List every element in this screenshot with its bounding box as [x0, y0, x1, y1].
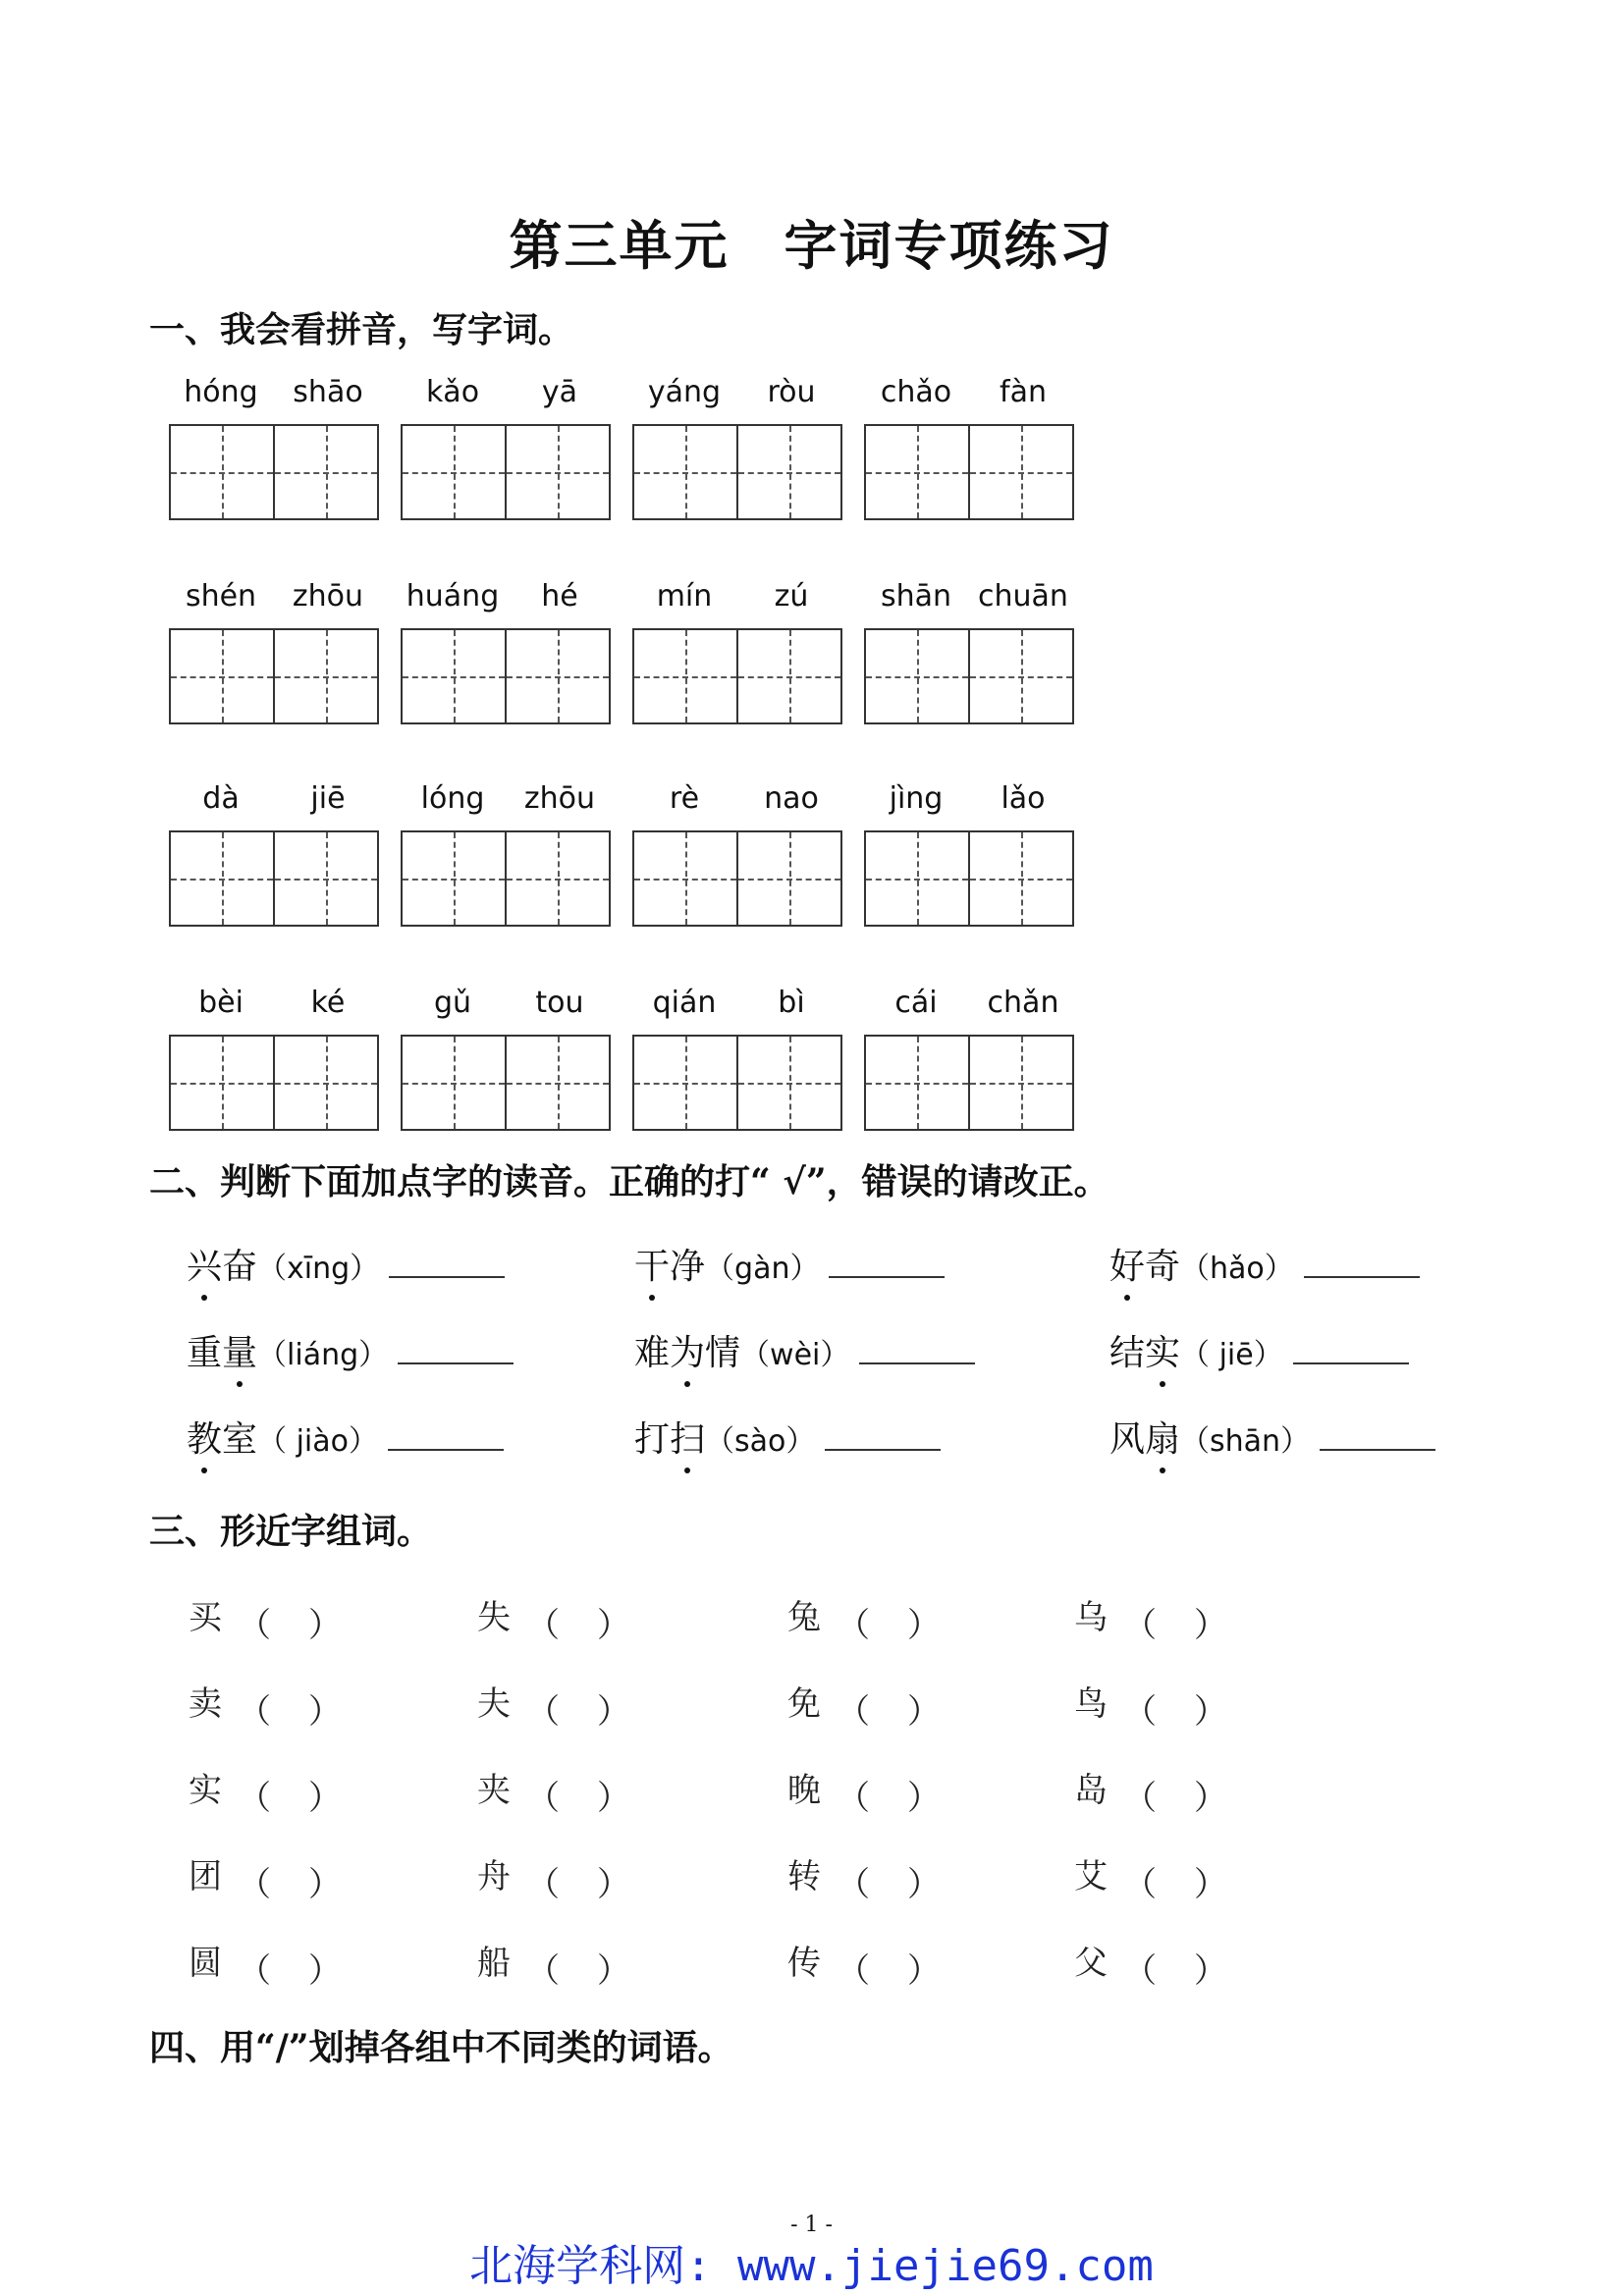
base-character: 艾 [1074, 1857, 1108, 1896]
dotted-character: 为 [670, 1325, 705, 1375]
tianzige-writing-box[interactable] [632, 1035, 842, 1131]
base-character: 夫 [477, 1684, 511, 1724]
cell-guide-horizontal [634, 879, 736, 881]
paren-open: （ [1123, 1951, 1157, 1991]
paren-open: （ [238, 1606, 271, 1645]
answer-parentheses[interactable] [222, 1598, 342, 1645]
answer-parentheses[interactable] [1108, 1857, 1227, 1904]
tianzige-cell[interactable] [866, 630, 970, 722]
cell-guide-horizontal [634, 676, 736, 678]
paren-close: ） [1194, 1951, 1227, 1991]
paren-close: ） [308, 1692, 342, 1732]
cell-guide-horizontal [970, 1083, 1072, 1085]
answer-blank[interactable] [398, 1355, 514, 1364]
paren-open: （ [837, 1606, 870, 1645]
answer-parentheses[interactable] [821, 1857, 941, 1904]
base-character: 舟 [477, 1857, 511, 1896]
cell-guide-horizontal [970, 676, 1072, 678]
word-group-item [477, 1590, 630, 1645]
pinyin-label: yā [541, 375, 578, 409]
pronunciation-item [1109, 1325, 1409, 1375]
paren-close: ） [597, 1606, 630, 1645]
cell-guide-horizontal [275, 1083, 377, 1085]
pinyin-label: ké [310, 986, 346, 1020]
tianzige-cell[interactable] [866, 832, 970, 925]
tianzige-cell[interactable] [275, 630, 377, 722]
word-part: 风 [1109, 1419, 1146, 1460]
base-character: 传 [787, 1944, 821, 1983]
tianzige-writing-box[interactable] [169, 1035, 379, 1131]
cell-guide-horizontal [275, 472, 377, 474]
section-heading-2: 二、判断下面加点字的读音。正确的打“ √”，错误的请改正。 [149, 1161, 1109, 1202]
dotted-character: 扫 [670, 1412, 705, 1462]
paren-close: ） [597, 1865, 630, 1904]
paren-close: ） [308, 1779, 342, 1818]
dotted-character: 量 [222, 1325, 257, 1375]
tianzige-cell[interactable] [507, 832, 609, 925]
word-part: 奋 [222, 1247, 258, 1287]
word-group-item [477, 1849, 630, 1904]
word-group-item [787, 1590, 941, 1645]
tianzige-writing-box[interactable] [169, 830, 379, 927]
base-character: 鸟 [1074, 1684, 1108, 1724]
paren-open: （ [1123, 1779, 1157, 1818]
word-part: 奇 [1145, 1247, 1181, 1287]
base-character: 岛 [1074, 1771, 1108, 1810]
paren-close: ） [308, 1951, 342, 1991]
paren-close: ） [907, 1606, 941, 1645]
base-character: 买 [189, 1598, 222, 1637]
pinyin-label: qián [652, 986, 717, 1020]
tianzige-cell[interactable] [171, 832, 275, 925]
pinyin-label: shāo [293, 375, 363, 409]
tianzige-cell[interactable] [738, 832, 840, 925]
paren-close: ） [597, 1951, 630, 1991]
dotted-character: 扇 [1145, 1412, 1180, 1462]
cell-guide-horizontal [866, 472, 968, 474]
cell-guide-horizontal [738, 879, 840, 881]
tianzige-cell[interactable] [634, 630, 738, 722]
paren-close: ） [597, 1692, 630, 1732]
word-group-item [787, 1763, 941, 1818]
tianzige-cell[interactable] [507, 630, 609, 722]
tianzige-cell[interactable] [866, 426, 970, 518]
tianzige-writing-box[interactable] [632, 424, 842, 520]
cell-guide-horizontal [634, 1083, 736, 1085]
cell-guide-horizontal [507, 1083, 609, 1085]
cell-guide-horizontal [171, 472, 273, 474]
answer-parentheses[interactable] [1108, 1684, 1227, 1732]
answer-parentheses[interactable] [1108, 1598, 1227, 1645]
paren-open: （ [238, 1779, 271, 1818]
paren-open: （ [837, 1779, 870, 1818]
answer-blank[interactable] [388, 1441, 504, 1451]
word-part: 结 [1109, 1333, 1146, 1373]
cell-guide-horizontal [403, 879, 505, 881]
tianzige-writing-box[interactable] [864, 1035, 1074, 1131]
section-heading-1: 一、我会看拼音，写字词。 [149, 309, 574, 350]
pinyin-reading: （ jiē） [1180, 1338, 1283, 1372]
cell-guide-horizontal [866, 676, 968, 678]
pinyin-reading: （hǎo） [1180, 1252, 1294, 1286]
base-character: 父 [1074, 1944, 1108, 1983]
paren-close: ） [1194, 1779, 1227, 1818]
pinyin-label: bì [778, 986, 805, 1020]
cell-guide-horizontal [866, 879, 968, 881]
word-group-item [477, 1936, 630, 1991]
word-group-item [1074, 1936, 1227, 1991]
word-group-item [477, 1763, 630, 1818]
answer-parentheses[interactable] [511, 1598, 630, 1645]
paren-open: （ [526, 1779, 560, 1818]
pronunciation-item [634, 1325, 975, 1375]
cell-guide-horizontal [507, 879, 609, 881]
dotted-character: 教 [187, 1412, 222, 1462]
paren-open: （ [837, 1865, 870, 1904]
word-group-item [787, 1936, 941, 1991]
page-number: - 1 - [790, 2213, 833, 2237]
dotted-character: 干 [634, 1239, 670, 1289]
tianzige-cell[interactable] [634, 426, 738, 518]
pinyin-label: jìng [889, 781, 944, 816]
tianzige-writing-box[interactable] [401, 628, 611, 724]
answer-parentheses[interactable] [821, 1684, 941, 1732]
tianzige-cell[interactable] [275, 832, 377, 925]
paren-close: ） [907, 1951, 941, 1991]
pinyin-reading: （sào） [705, 1424, 816, 1459]
tianzige-writing-box[interactable] [864, 424, 1074, 520]
cell-guide-horizontal [866, 1083, 968, 1085]
dotted-character: 好 [1109, 1239, 1145, 1289]
tianzige-cell[interactable] [634, 832, 738, 925]
pinyin-label: yáng [647, 375, 722, 409]
pinyin-reading: （gàn） [705, 1252, 820, 1286]
word-part: 情 [705, 1333, 741, 1373]
pinyin-label: chuān [978, 579, 1068, 614]
pinyin-label: ròu [767, 375, 816, 409]
pinyin-label: bèi [198, 986, 243, 1020]
pinyin-label: zhōu [292, 579, 364, 614]
pinyin-label: mín [656, 579, 713, 614]
word-group-item [787, 1677, 941, 1732]
pinyin-label: kǎo [425, 375, 480, 409]
word-group-item [1074, 1590, 1227, 1645]
tianzige-cell[interactable] [970, 630, 1072, 722]
tianzige-cell[interactable] [507, 1037, 609, 1129]
answer-parentheses[interactable] [821, 1944, 941, 1991]
tianzige-writing-box[interactable] [401, 1035, 611, 1131]
answer-parentheses[interactable] [511, 1857, 630, 1904]
pinyin-reading: （wèi） [740, 1338, 850, 1372]
paren-open: （ [1123, 1606, 1157, 1645]
tianzige-cell[interactable] [866, 1037, 970, 1129]
tianzige-cell[interactable] [403, 832, 507, 925]
tianzige-cell[interactable] [403, 426, 507, 518]
tianzige-writing-box[interactable] [864, 830, 1074, 927]
tianzige-writing-box[interactable] [401, 424, 611, 520]
word-part: 打 [634, 1419, 671, 1460]
paren-close: ） [1194, 1692, 1227, 1732]
tianzige-cell[interactable] [275, 1037, 377, 1129]
word-part: 难 [634, 1333, 671, 1373]
page-title: 第三单元 字词专项练习 [509, 214, 1114, 277]
word-group-item [1074, 1677, 1227, 1732]
word-group-item [1074, 1763, 1227, 1818]
pinyin-label: nao [764, 781, 819, 816]
cell-guide-horizontal [275, 676, 377, 678]
answer-blank[interactable] [389, 1268, 505, 1278]
paren-close: ） [308, 1865, 342, 1904]
paren-close: ） [1194, 1865, 1227, 1904]
pronunciation-item [187, 1412, 504, 1462]
tianzige-cell[interactable] [171, 1037, 275, 1129]
cell-guide-horizontal [171, 676, 273, 678]
base-character: 圆 [189, 1944, 222, 1983]
paren-close: ） [907, 1779, 941, 1818]
pinyin-label: hé [541, 579, 578, 614]
pinyin-reading: （shān） [1180, 1424, 1311, 1459]
cell-guide-horizontal [634, 472, 736, 474]
cell-guide-horizontal [970, 472, 1072, 474]
cell-guide-horizontal [171, 879, 273, 881]
pinyin-label: dà [202, 781, 240, 816]
tianzige-cell[interactable] [738, 630, 840, 722]
tianzige-cell[interactable] [403, 630, 507, 722]
word-group-item [787, 1849, 941, 1904]
pronunciation-item [1109, 1239, 1420, 1289]
pinyin-label: cái [894, 986, 938, 1020]
pinyin-reading: （ jiào） [257, 1424, 378, 1459]
answer-parentheses[interactable] [222, 1944, 342, 1991]
base-character: 晚 [787, 1771, 821, 1810]
tianzige-cell[interactable] [970, 1037, 1072, 1129]
tianzige-cell[interactable] [171, 426, 275, 518]
pronunciation-item [187, 1239, 505, 1289]
base-character: 实 [189, 1771, 222, 1810]
paren-open: （ [238, 1865, 271, 1904]
paren-open: （ [238, 1692, 271, 1732]
base-character: 夹 [477, 1771, 511, 1810]
pinyin-label: lóng [420, 781, 485, 816]
footer-watermark: 北海学科网: www.jiejie69.com [469, 2241, 1154, 2291]
pinyin-label: fàn [1000, 375, 1047, 409]
pronunciation-item [187, 1325, 514, 1375]
cell-guide-horizontal [738, 472, 840, 474]
pinyin-label: chǎn [987, 986, 1059, 1020]
base-character: 失 [477, 1598, 511, 1637]
paren-open: （ [526, 1951, 560, 1991]
paren-open: （ [526, 1865, 560, 1904]
pinyin-label: gǔ [433, 986, 472, 1020]
word-part: 室 [222, 1419, 258, 1460]
paren-open: （ [837, 1951, 870, 1991]
pronunciation-item [634, 1412, 941, 1462]
cell-guide-horizontal [507, 472, 609, 474]
base-character: 转 [787, 1857, 821, 1896]
tianzige-writing-box[interactable] [632, 628, 842, 724]
tianzige-cell[interactable] [171, 630, 275, 722]
pinyin-label: chǎo [880, 375, 952, 409]
tianzige-writing-box[interactable] [169, 628, 379, 724]
paren-open: （ [837, 1692, 870, 1732]
paren-close: ） [1194, 1606, 1227, 1645]
answer-blank[interactable] [825, 1441, 941, 1451]
pronunciation-item [634, 1239, 945, 1289]
tianzige-writing-box[interactable] [632, 830, 842, 927]
paren-close: ） [907, 1865, 941, 1904]
pinyin-reading: （liáng） [257, 1338, 389, 1372]
paren-close: ） [907, 1692, 941, 1732]
section-heading-3: 三、形近字组词。 [149, 1511, 433, 1552]
answer-parentheses[interactable] [222, 1684, 342, 1732]
word-part: 重 [187, 1333, 223, 1373]
tianzige-writing-box[interactable] [864, 628, 1074, 724]
base-character: 船 [477, 1944, 511, 1983]
pinyin-reading: （xīng） [257, 1252, 380, 1286]
answer-parentheses[interactable] [222, 1857, 342, 1904]
pinyin-label: tou [535, 986, 584, 1020]
tianzige-cell[interactable] [970, 426, 1072, 518]
pinyin-label: jiē [310, 781, 346, 816]
base-character: 卖 [189, 1684, 222, 1724]
pinyin-label: zhōu [523, 781, 596, 816]
tianzige-cell[interactable] [634, 1037, 738, 1129]
answer-blank[interactable] [829, 1268, 945, 1278]
paren-close: ） [597, 1779, 630, 1818]
tianzige-writing-box[interactable] [401, 830, 611, 927]
word-group-item [189, 1936, 342, 1991]
tianzige-cell[interactable] [275, 426, 377, 518]
pinyin-label: zú [774, 579, 809, 614]
answer-parentheses[interactable] [511, 1944, 630, 1991]
paren-open: （ [1123, 1692, 1157, 1732]
tianzige-cell[interactable] [970, 832, 1072, 925]
pinyin-label: shān [880, 579, 952, 614]
cell-guide-horizontal [507, 676, 609, 678]
cell-guide-horizontal [275, 879, 377, 881]
answer-blank[interactable] [1320, 1441, 1435, 1451]
pinyin-label: lǎo [1001, 781, 1046, 816]
cell-guide-horizontal [171, 1083, 273, 1085]
pronunciation-item [1109, 1412, 1435, 1462]
answer-parentheses[interactable] [511, 1684, 630, 1732]
answer-blank[interactable] [1304, 1268, 1420, 1278]
paren-open: （ [1123, 1865, 1157, 1904]
tianzige-cell[interactable] [738, 426, 840, 518]
word-group-item [189, 1677, 342, 1732]
answer-parentheses[interactable] [821, 1598, 941, 1645]
cell-guide-horizontal [738, 1083, 840, 1085]
base-character: 兔 [787, 1598, 821, 1637]
cell-guide-horizontal [403, 472, 505, 474]
dotted-character: 兴 [187, 1239, 222, 1289]
word-group-item [189, 1590, 342, 1645]
answer-blank[interactable] [859, 1355, 975, 1364]
tianzige-cell[interactable] [507, 426, 609, 518]
paren-open: （ [238, 1951, 271, 1991]
answer-parentheses[interactable] [511, 1771, 630, 1818]
base-character: 团 [189, 1857, 222, 1896]
paren-open: （ [526, 1606, 560, 1645]
cell-guide-horizontal [970, 879, 1072, 881]
dotted-character: 实 [1145, 1325, 1180, 1375]
word-group-item [1074, 1849, 1227, 1904]
paren-close: ） [308, 1606, 342, 1645]
section-heading-4: 四、用“/”划掉各组中不同类的词语。 [149, 2027, 733, 2068]
answer-parentheses[interactable] [222, 1771, 342, 1818]
pinyin-label: rè [669, 781, 700, 816]
word-group-item [477, 1677, 630, 1732]
tianzige-cell[interactable] [403, 1037, 507, 1129]
word-part: 净 [670, 1247, 706, 1287]
paren-open: （ [526, 1692, 560, 1732]
cell-guide-horizontal [403, 676, 505, 678]
answer-parentheses[interactable] [1108, 1771, 1227, 1818]
base-character: 免 [787, 1684, 821, 1724]
pinyin-label: huáng [406, 579, 500, 614]
answer-parentheses[interactable] [1108, 1944, 1227, 1991]
cell-guide-horizontal [738, 676, 840, 678]
tianzige-writing-box[interactable] [169, 424, 379, 520]
cell-guide-horizontal [403, 1083, 505, 1085]
word-group-item [189, 1763, 342, 1818]
answer-parentheses[interactable] [821, 1771, 941, 1818]
word-group-item [189, 1849, 342, 1904]
base-character: 乌 [1074, 1598, 1108, 1637]
pinyin-label: shén [185, 579, 257, 614]
answer-blank[interactable] [1293, 1355, 1409, 1364]
tianzige-cell[interactable] [738, 1037, 840, 1129]
pinyin-label: hóng [184, 375, 258, 409]
